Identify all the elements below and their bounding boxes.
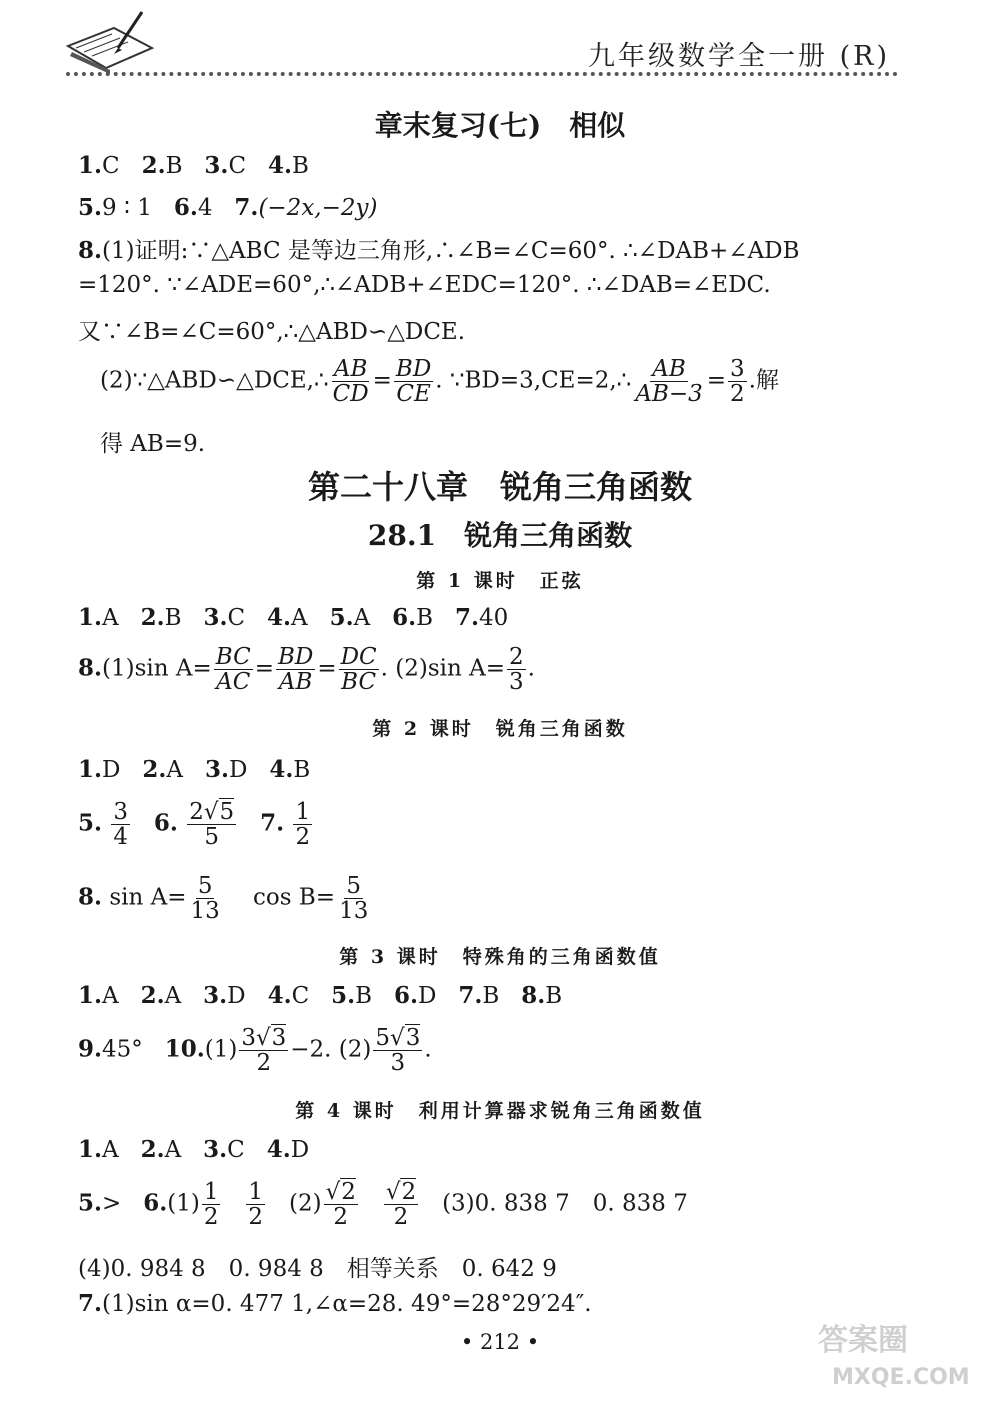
watermark-site: MXQE.COM (832, 1365, 970, 1390)
answer-text: 得 AB=9. (100, 431, 206, 457)
answer-line (78, 152, 309, 179)
fraction: $\frac{3}{4}$ (113, 799, 128, 851)
answer-line: 7.(1)sin α=0. 477 1,∠α=28. 49°=28°29′24″. (78, 1290, 592, 1317)
fraction: $\frac{3}{2}$ (730, 356, 745, 408)
answer: B (292, 153, 309, 179)
answer: (−2x,−2y) (258, 195, 378, 221)
question-number: 2. (141, 152, 166, 179)
answer-line: 1.A 2.A 3.C 4.D (78, 1136, 310, 1163)
question-number: 4. (267, 152, 292, 179)
fraction: $\frac{1}{2}$ (203, 1179, 219, 1231)
question-number: 7. (234, 194, 259, 221)
fraction: $\frac{BC}{AC}$ (215, 644, 251, 696)
lesson-title: 第 3 课时 特殊角的三角函数值 (339, 946, 661, 968)
answer-text: (4)0. 984 8 0. 984 8 相等关系 0. 642 9 (78, 1256, 557, 1282)
fraction: $\frac{AB}{AB-3}$ (635, 356, 703, 408)
header-divider (66, 72, 898, 76)
fraction: $\frac{3√3}{2}$ (241, 1025, 287, 1077)
answer-line: 9.45° 10.(1) $\frac{3√3}{2}$ −2. (2) $\frac{5√3}{3}$ . (78, 1025, 432, 1077)
answer-text: =120°. ∵∠ADE=60°,∴∠ADB+∠EDC=120°. ∴∠DAB=∠EDC. (78, 272, 771, 298)
answer-line: 1.D 2.A 3.D 4.B (78, 756, 311, 783)
fraction: $\frac{5}{13}$ (339, 873, 369, 925)
answer-line (78, 194, 377, 221)
answer: 9 ∶ 1 (102, 195, 152, 221)
fraction: $\frac{5√3}{3}$ (375, 1025, 421, 1077)
question-number: 8. (78, 237, 103, 264)
fraction: $\frac{1}{2}$ (295, 799, 311, 851)
answer: C (102, 153, 120, 179)
fraction: $\frac{BD}{AB}$ (277, 644, 314, 696)
book-title: 九年级数学全一册 (R) (588, 41, 890, 72)
notebook-pencil-icon (62, 8, 158, 74)
answer: 4 (197, 195, 213, 221)
answer-line: (2)∵△ABD∽△DCE,∴ $\frac{AB}{CD}$ = $\frac{BD}{CE}$ . ∵BD=3,CE=2,∴ $\frac{AB}{AB-3}$ = $\frac{3}{2}$ .解 (100, 356, 779, 408)
fraction: $\frac{√2}{2}$ (325, 1179, 356, 1231)
page-number: • 212 • (460, 1330, 540, 1354)
lesson-title: 第 2 课时 锐角三角函数 (372, 718, 628, 740)
answer: B (165, 153, 183, 179)
answer-text: . ∵BD=3,CE=2,∴ (435, 367, 632, 394)
chapter-title: 第二十八章 锐角三角函数 (307, 468, 692, 506)
fraction: $\frac{DC}{BC}$ (340, 644, 377, 696)
answer-text: (2)∵△ABD∽△DCE,∴ (100, 367, 329, 394)
fraction: $\frac{2}{3}$ (509, 644, 524, 696)
answer-line: 1.A 2.A 3.D 4.C 5.B 6.D 7.B 8.B (78, 982, 563, 1009)
question-number: 3. (204, 152, 229, 179)
section-title: 28.1 锐角三角函数 (367, 519, 633, 552)
fraction: $\frac{BD}{CE}$ (395, 356, 432, 408)
answer: C (228, 153, 247, 179)
fraction: $\frac{AB}{CD}$ (332, 356, 369, 408)
answer-line: 8.(1)sin A= $\frac{BC}{AC}$ = $\frac{BD}{AB}$ = $\frac{DC}{BC}$ . (2)sin A= $\frac{2}{3}$ . (78, 644, 535, 696)
fraction: $\frac{1}{2}$ (248, 1179, 264, 1231)
section-title: 章末复习(七) 相似 (374, 109, 626, 142)
watermark-text: 答案圈 (818, 1323, 908, 1358)
fraction: $\frac{5}{13}$ (190, 873, 220, 925)
lesson-title: 第 4 课时 利用计算器求锐角三角函数值 (295, 1100, 705, 1122)
answer-text: 又∵∠B=∠C=60°,∴△ABD∽△DCE. (78, 319, 466, 345)
fraction: $\frac{2√5}{5}$ (189, 799, 235, 851)
answer-line: 5.> 6.(1) $\frac{1}{2}$ $\frac{1}{2}$ (2) $\frac{√2}{2}$ $\frac{√2}{2}$ (3)0. 838 7 0. 838 7 (78, 1179, 688, 1231)
lesson-title: 第 1 课时 正弦 (416, 570, 584, 592)
answer-text: (1)证明:∵△ABC 是等边三角形,∴∠B=∠C=60°. ∴∠DAB+∠ADB (102, 238, 800, 264)
answer-line: 5. $\frac{3}{4}$ 6. $\frac{2√5}{5}$ 7. $\frac{1}{2}$ (78, 799, 311, 851)
question-number: 6. (173, 194, 198, 221)
watermark-logo (812, 1318, 987, 1393)
answer-line: 1.A 2.B 3.C 4.A 5.A 6.B 7.40 (78, 604, 509, 631)
answer-line: 8. sin A= $\frac{5}{13}$ cos B= $\frac{5}{13}$ (78, 873, 369, 925)
answer-line (78, 232, 800, 265)
question-number: 1. (78, 152, 103, 179)
fraction: $\frac{√2}{2}$ (385, 1179, 417, 1231)
question-number: 5. (78, 194, 103, 221)
